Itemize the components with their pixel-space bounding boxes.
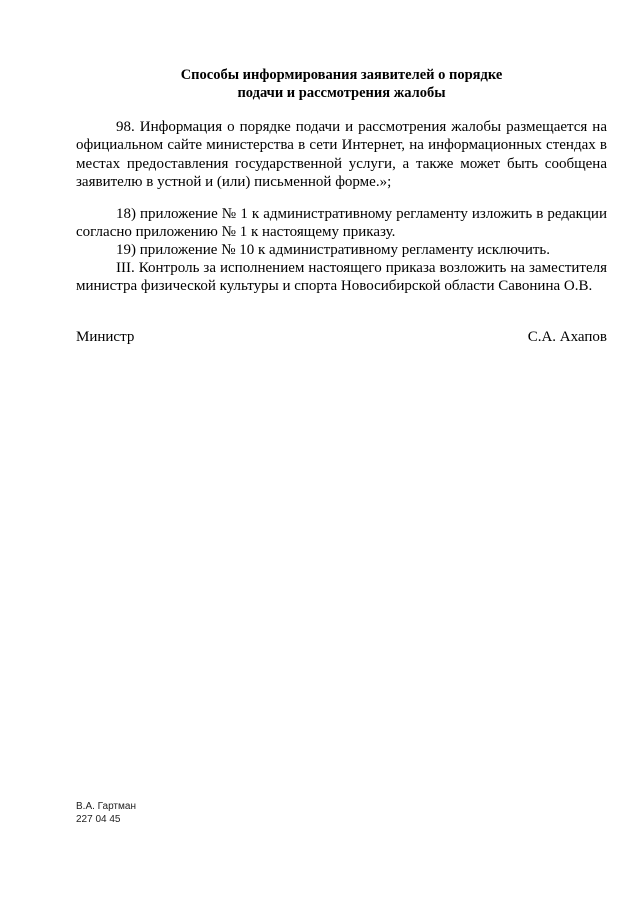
signatory-name: С.А. Ахапов	[527, 329, 607, 345]
paragraph-iii	[76, 259, 607, 296]
signature-block	[76, 328, 607, 346]
paragraph-iii-text: Контроль за исполнением настоящего приказа возложить на заместителя министра физической культуры и спорта Новосибирской области Савонина О.В.	[76, 260, 607, 295]
document-heading-line-2: подачи и рассмотрения жалобы	[237, 85, 446, 101]
executor-phone: 227 04 45	[76, 814, 121, 825]
signatory-position: Министр	[76, 329, 135, 345]
executor-name: В.А. Гартман	[76, 801, 136, 812]
paragraph-iii-numeral: III.	[116, 260, 135, 276]
paragraph-18: 18) приложение № 1 к административному регламенту изложить в редакции согласно приложению № 1 к настоящему приказу.	[76, 206, 607, 241]
paragraph-19: 19) приложение № 10 к административному регламенту исключить.	[116, 242, 551, 258]
executor-footer	[76, 800, 136, 826]
document-heading-line-1: Способы информирования заявителей о порядке	[180, 67, 503, 83]
paragraph-98: 98. Информация о порядке подачи и рассмотрения жалобы размещается на официальном сайте министерства в сети Интернет, на информационных стендах в местах предоставления государственной услуги, а также может быть сообщена заявителю в устной и (или) письменной форме.»;	[76, 119, 607, 190]
